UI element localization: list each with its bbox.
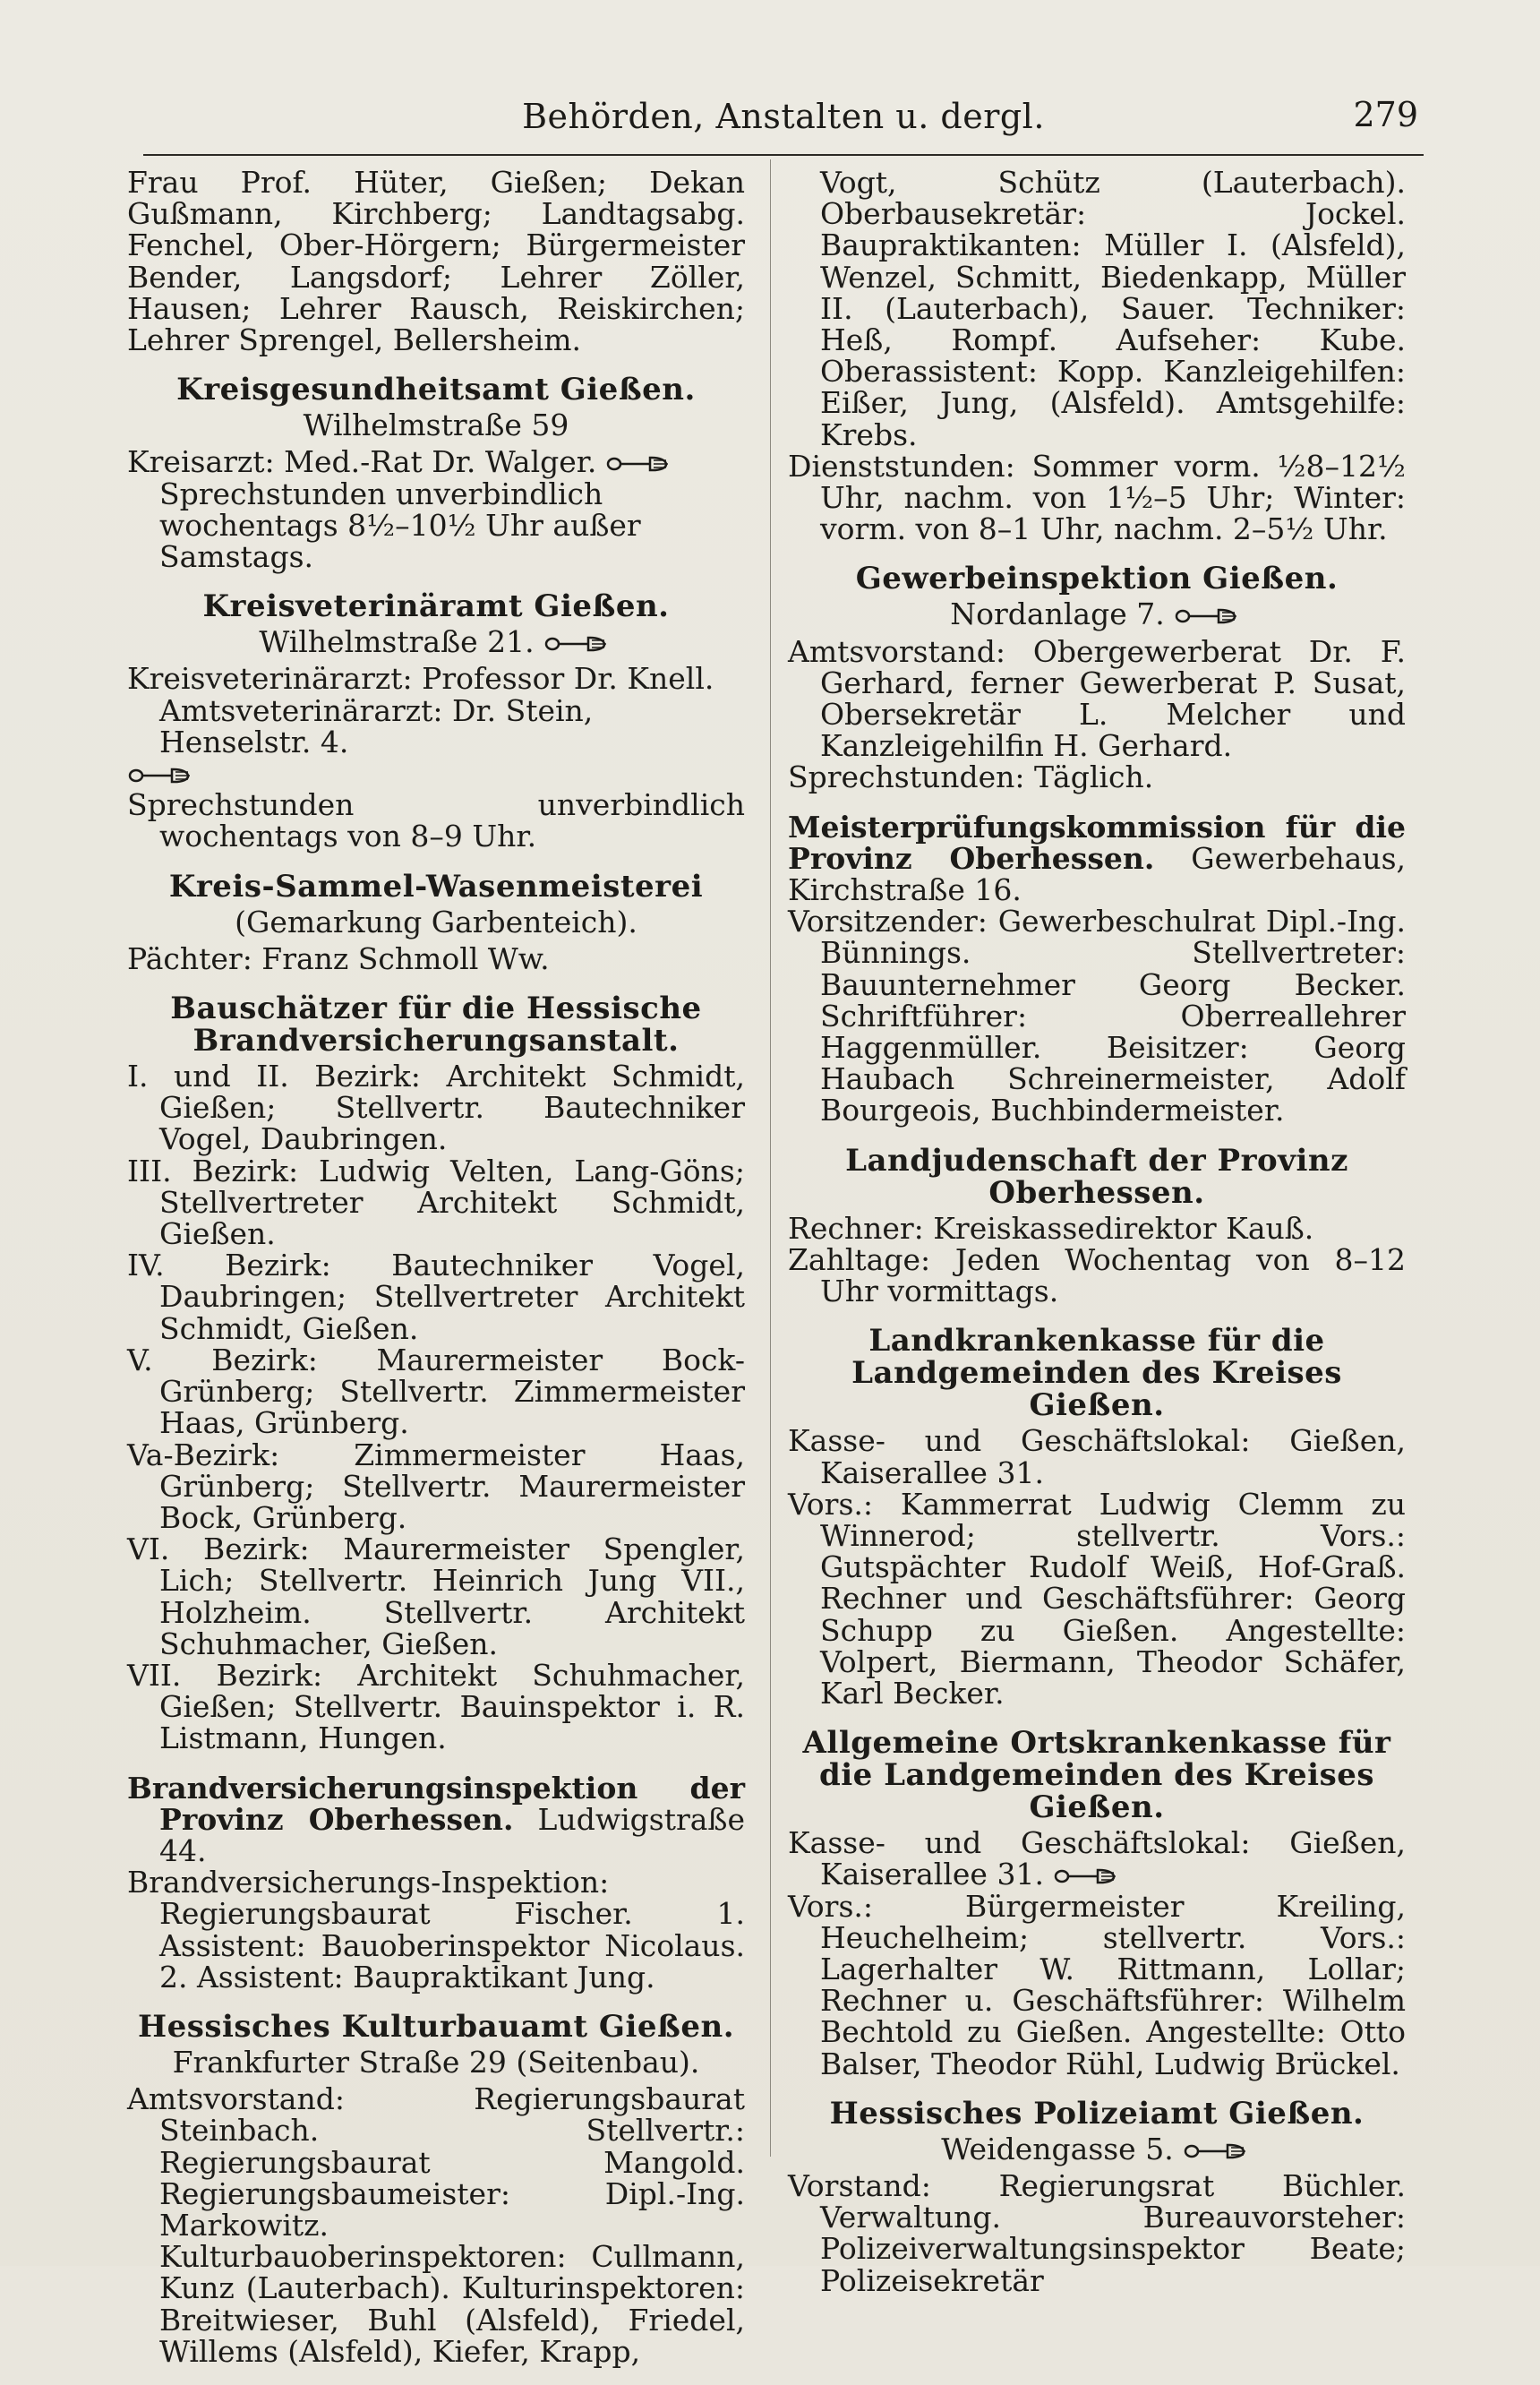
section-title: Kreis-Sammel-Wasenmeisterei	[168, 868, 704, 905]
list-item: Va-Bezirk: Zimmermeister Haas, Grünberg; Stellvertr. Maurermeister Bock, Grünberg.	[127, 1437, 745, 1535]
list-item: V. Bezirk: Maurermeister Bock-Grünberg; Stellvertr. Zimmermeister Haas, Grünberg.	[127, 1342, 745, 1441]
section-heading	[127, 1772, 745, 1867]
entry-text: Sprechstunden: Täglich.	[788, 759, 1154, 795]
section-title: Gewerbeinspektion Gießen.	[855, 561, 1339, 597]
entry-text: Vogt, Schütz (Lauterbach). Oberbausekretär: Jockel. Baupraktikanten: Müller I. (Alsfeld), Wenzel, Schmitt, Biedenkapp, Müller II. (Lauterbach), Sauer. Techniker: Heß, Rompf. Aufseher: Kube. Oberassistent: Kopp. Kanzleigehilfen: Eißer, Jung, (Alsfeld). Amtsgehilfe: Krebs.	[820, 165, 1406, 452]
entry-text: Sprechstunden unverbindlich wochentags 8½–10½ Uhr außer Samstags.	[159, 476, 641, 575]
entry-text: Dienststunden: Sommer vorm. ½8–12½ Uhr, nachm. von 1½–5 Uhr; Winter: vorm. von 8–1 Uhr, nachm. 2–5½ Uhr.	[788, 448, 1406, 547]
list-item: VI. Bezirk: Maurermeister Spengler, Lich; Stellvertr. Heinrich Jung VII., Holzheim. Stellvertr. Architekt Schuhmacher, Gießen.	[127, 1531, 745, 1661]
telephone-icon	[127, 765, 197, 786]
list-item: III. Bezirk: Ludwig Velten, Lang-Göns; Stellvertreter Architekt Schmidt, Gießen.	[127, 1153, 745, 1252]
telephone-icon	[1183, 2140, 1253, 2162]
entry-text: Vorstand: Regierungsrat Büchler. Verwaltung. Bureauvorsteher: Polizeiverwaltungsinspektor Beate; Polizeisekretär	[788, 2167, 1406, 2298]
left-column	[127, 167, 745, 2385]
entry-text: Amtsveterinärarzt: Dr. Stein, Henselstr. 4.	[159, 692, 594, 759]
section-wasenmeisterei	[127, 868, 745, 976]
section-landkrankenkasse	[788, 1325, 1406, 1709]
entry-text: Kreisveterinärarzt: Professor Dr. Knell.	[127, 661, 714, 697]
entry-text: Amtsvorstand: Obergewerberat Dr. F. Gerhard, ferner Gewerberat P. Susat, Obersekretär L. Melcher und Kanzleigehilfin H. Gerhard.	[788, 633, 1406, 764]
section-title: Kreisveterinäramt Gießen.	[202, 588, 670, 625]
section-title: Hessisches Polizeiamt Gießen.	[829, 2095, 1365, 2132]
entry-text: Vors.: Kammerrat Ludwig Clemm zu Winnerod; stellvertr. Vors.: Gutspächter Rudolf Weiß, Hof-Graß. Rechner und Geschäftsführer: Georg Schupp zu Gießen. Angestellte: Volpert, Biermann, Theodor Schäfer, Karl Becker.	[788, 1486, 1406, 1711]
section-address: Wilhelmstraße 59	[303, 408, 569, 443]
section-landjudenschaft	[788, 1142, 1406, 1309]
section-title: Brandversicherungsinspektion der Provinz Oberhessen.	[127, 1770, 745, 1837]
entry-text: Brandversicherungs-Inspektion: Regierungsbaurat Fischer. 1. Assistent: Bauoberinspektor Nicolaus. 2. Assistent: Baupraktikant Jung.	[127, 1865, 745, 1995]
section-heading	[788, 811, 1406, 906]
telephone-icon	[1174, 605, 1244, 627]
entry-text: Kasse- und Geschäftslokal: Gießen, Kaiserallee 31.	[788, 1423, 1406, 1490]
entry-text: Kasse- und Geschäftslokal: Gießen, Kaiserallee 31.	[788, 1825, 1406, 1892]
header-rule	[143, 154, 1424, 156]
running-title: Behörden, Anstalten u. dergl.	[522, 97, 1045, 136]
list-item: I. und II. Bezirk: Architekt Schmidt, Gießen; Stellvertr. Bautechniker Vogel, Daubringen.	[127, 1059, 745, 1157]
section-address	[127, 624, 745, 660]
section-title: Meisterprüfungskommission für die Provinz Oberhessen.	[788, 809, 1406, 876]
right-column	[788, 167, 1406, 2314]
entry-text: Rechner: Kreiskassedirektor Kauß.	[788, 1210, 1314, 1246]
entry-text: Vors.: Bürgermeister Kreiling, Heuchelheim; stellvertr. Vors.: Lagerhalter W. Rittmann, Lollar; Rechner u. Geschäftsführer: Wilhelm Bechtold zu Gießen. Angestellte: Otto Balser, Theodor Rühl, Ludwig Brückel.	[788, 1888, 1406, 2081]
entry-text: Kreisarzt: Med.-Rat Dr. Walger.	[127, 444, 597, 480]
section-title: Landkrankenkasse für die Landgemeinden des Kreises Gießen.	[851, 1323, 1342, 1424]
telephone-icon	[1053, 1866, 1123, 1887]
entry-text: Sprechstunden unverbindlich wochentags von 8–9 Uhr.	[127, 787, 745, 854]
entry-line	[127, 444, 745, 480]
telephone-icon	[605, 453, 675, 475]
section-address: Gewerbehaus, Kirchstraße 16.	[788, 840, 1406, 908]
section-title: Landjudenschaft der Provinz Oberhessen.	[845, 1142, 1348, 1211]
section-gewerbeinspektion	[788, 562, 1406, 793]
section-title: Hessisches Kulturbauamt Gießen.	[137, 2008, 735, 2045]
entry-text: Zahltage: Jeden Wochentag von 8–12 Uhr vormittags.	[788, 1241, 1406, 1309]
section-address: Frankfurter Straße 29 (Seitenbau).	[172, 2044, 700, 2080]
section-ortskrankenkasse	[788, 1727, 1406, 2080]
section-subtitle: (Gemarkung Garbenteich).	[235, 904, 637, 939]
section-kulturbauamt-continued	[788, 167, 1406, 545]
intro-text: Frau Prof. Hüter, Gießen; Dekan Gußmann, Kirchberg; Landtagsabg. Fenchel, Ober-Hörgern; Bürgermeister Bender, Langsdorf; Lehrer Zöller, Hausen; Lehrer Rausch, Reiskirchen; Lehrer Sprengel, Bellersheim.	[127, 165, 745, 358]
address-text: Wilhelmstraße 21.	[259, 624, 535, 660]
entry-text: Pächter: Franz Schmoll Ww.	[127, 940, 550, 976]
column-divider	[770, 159, 771, 2157]
entry-line	[127, 758, 745, 789]
intro-list	[127, 167, 745, 356]
entry-text: Amtsvorstand: Regierungsbaurat Steinbach. Stellvertr.: Regierungsbaurat Mangold. Regierungsbaumeister: Dipl.-Ing. Markowitz. Kulturbauoberinspektoren: Cullmann, Kunz (Lauterbach). Kulturinspektoren: Breitwieser, Buhl (Alsfeld), Friedel, Willems (Alsfeld), Kiefer, Krapp,	[127, 2081, 745, 2369]
address-text: Weidengasse 5.	[941, 2131, 1174, 2166]
section-kreisgesundheitsamt	[127, 372, 745, 575]
entry-line	[788, 1827, 1406, 1890]
list-item: IV. Bezirk: Bautechniker Vogel, Daubringen; Stellvertreter Architekt Schmidt, Gießen.	[127, 1248, 745, 1346]
section-brandinspektion	[127, 1772, 745, 1993]
list-item: VII. Bezirk: Architekt Schuhmacher, Gießen; Stellvertr. Bauinspektor i. R. Listmann, Hungen.	[127, 1657, 745, 1756]
page-header	[143, 90, 1424, 152]
section-address	[788, 598, 1406, 630]
section-title: Allgemeine Ortskrankenkasse für die Landgemeinden des Kreises Gießen.	[802, 1725, 1391, 1826]
section-kreisveterinaeramt	[127, 590, 745, 852]
section-address: Ludwigstraße 44.	[159, 1801, 745, 1868]
section-address	[788, 2133, 1406, 2165]
section-polizeiamt	[788, 2095, 1406, 2298]
section-kulturbauamt	[127, 2008, 745, 2369]
section-bauschaetzer	[127, 992, 745, 1754]
section-title: Bauschätzer für die Hessische Brandversicherungsanstalt.	[170, 991, 702, 1060]
entry-text: Vorsitzender: Gewerbeschulrat Dipl.-Ing. Bünnings. Stellvertreter: Bauunternehmer Georg Becker. Schriftführer: Oberreallehrer Haggenmüller. Beisitzer: Georg Haubach Schreinermeister, Adolf Bourgeois, Buchbindermeister.	[788, 904, 1406, 1128]
section-meisterpruefung	[788, 811, 1406, 1127]
page-number: 279	[1353, 95, 1418, 134]
telephone-icon	[543, 633, 613, 655]
section-title: Kreisgesundheitsamt Gießen.	[176, 372, 696, 408]
address-text: Nordanlage 7.	[950, 596, 1165, 632]
